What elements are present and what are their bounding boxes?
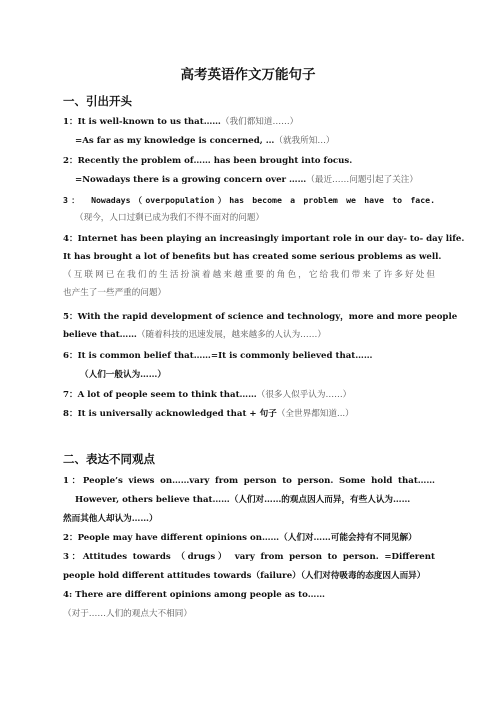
sentence-number: 2：	[63, 156, 78, 166]
sentence-english: believe that……	[63, 330, 137, 340]
sentence-1	[63, 116, 435, 128]
sentence-chinese: （随着科技的迅速发展，越来越多的人认为……）	[136, 330, 326, 340]
sentence-chinese: （最近……问题引起了关注）	[306, 175, 418, 185]
sentence-chinese: （全世界都知道...）	[276, 409, 354, 419]
sentence-english: =Nowadays there is a growing concern over ……	[75, 175, 307, 185]
sentence-number: 8：	[63, 409, 78, 419]
sentence-chinese: （就我所知…）	[274, 136, 335, 146]
sentence-chinese: （人们对……的观点因人而异，有些人认为……	[229, 495, 411, 505]
sentence-4-line-1: 4：Internet has been playing an increasingly important role in our day- to- day life.	[63, 234, 465, 244]
sentence-2	[63, 155, 435, 167]
sentence-3-translation: （现今，人口过剩已成为我们不得不面对的问题）	[75, 213, 265, 223]
sentence-english: 2：People may have different opinions on……	[63, 533, 280, 543]
sentence-english: It is well-known to us that……	[77, 117, 221, 127]
sentence-english: people hold different attitudes towards（failure）	[63, 571, 301, 581]
sentence-english: A lot of people seem to think that……	[77, 390, 257, 400]
sentence-5-line-2	[63, 329, 435, 341]
section-heading-opening: 一、引出开头	[63, 94, 132, 108]
sentence-number: 6：	[63, 351, 78, 361]
page-title: 高考英语作文万能句子	[180, 67, 316, 83]
opinion-2	[63, 532, 435, 544]
sentence-number: 1：	[63, 117, 78, 127]
sentence-6-translation: （人们一般认为……）	[80, 370, 166, 380]
opinion-3-line-2	[63, 570, 435, 582]
sentence-english: =As far as my knowledge is concerned, …	[75, 136, 275, 146]
sentence-4-translation-1: （互联网已在我们的生活扮演着越来越重要的角色，它给我们带来了许多好处但	[63, 270, 435, 280]
opinion-1-line-3: 然而其他人却认为……）	[63, 514, 158, 524]
sentence-8	[63, 408, 435, 420]
sentence-chinese: （我们都知道……）	[220, 117, 299, 127]
section-heading-opinions: 二、表达不同观点	[63, 452, 155, 466]
opinion-1-line-2	[75, 494, 435, 506]
sentence-6	[63, 350, 435, 362]
sentence-chinese: （人们对待吸毒的态度因人而异）	[300, 571, 426, 581]
opinion-1-line-1: 1：People’s views on……vary from person to person. Some hold that……	[63, 476, 435, 486]
sentence-4-translation-2: 也产生了一些严重的问题）	[63, 288, 167, 298]
sentence-english: It is universally acknowledged that + 句子	[77, 409, 277, 419]
sentence-chinese: （很多人似乎认为……）	[256, 390, 352, 400]
sentence-2-alt	[75, 174, 447, 186]
sentence-number: 7：	[63, 390, 78, 400]
sentence-chinese: （人们对……可能会持有不同见解）	[279, 533, 417, 543]
sentence-english: However, others believe that……	[75, 495, 230, 505]
sentence-5-line-1: 5：With the rapid development of science and technology，more and more people	[63, 312, 458, 322]
sentence-7	[63, 389, 435, 401]
sentence-1-alt	[75, 135, 447, 147]
sentence-3: 3： Nowadays（overpopulation）has become a problem we have to face.	[63, 195, 435, 205]
sentence-english: Recently the problem of…… has been brought into focus.	[77, 156, 353, 166]
sentence-4-line-2: It has brought a lot of benefits but has created some serious problems as well.	[63, 252, 442, 262]
opinion-3-line-1: 3：Attitudes towards （drugs） vary from person to person. =Different	[63, 552, 435, 562]
opinion-4-translation: （对于……人们的观点大不相同）	[63, 609, 192, 619]
opinion-4: 4: There are different opinions among people as to……	[63, 590, 325, 600]
sentence-english: It is common belief that……=It is commonly believed that……	[77, 351, 373, 361]
